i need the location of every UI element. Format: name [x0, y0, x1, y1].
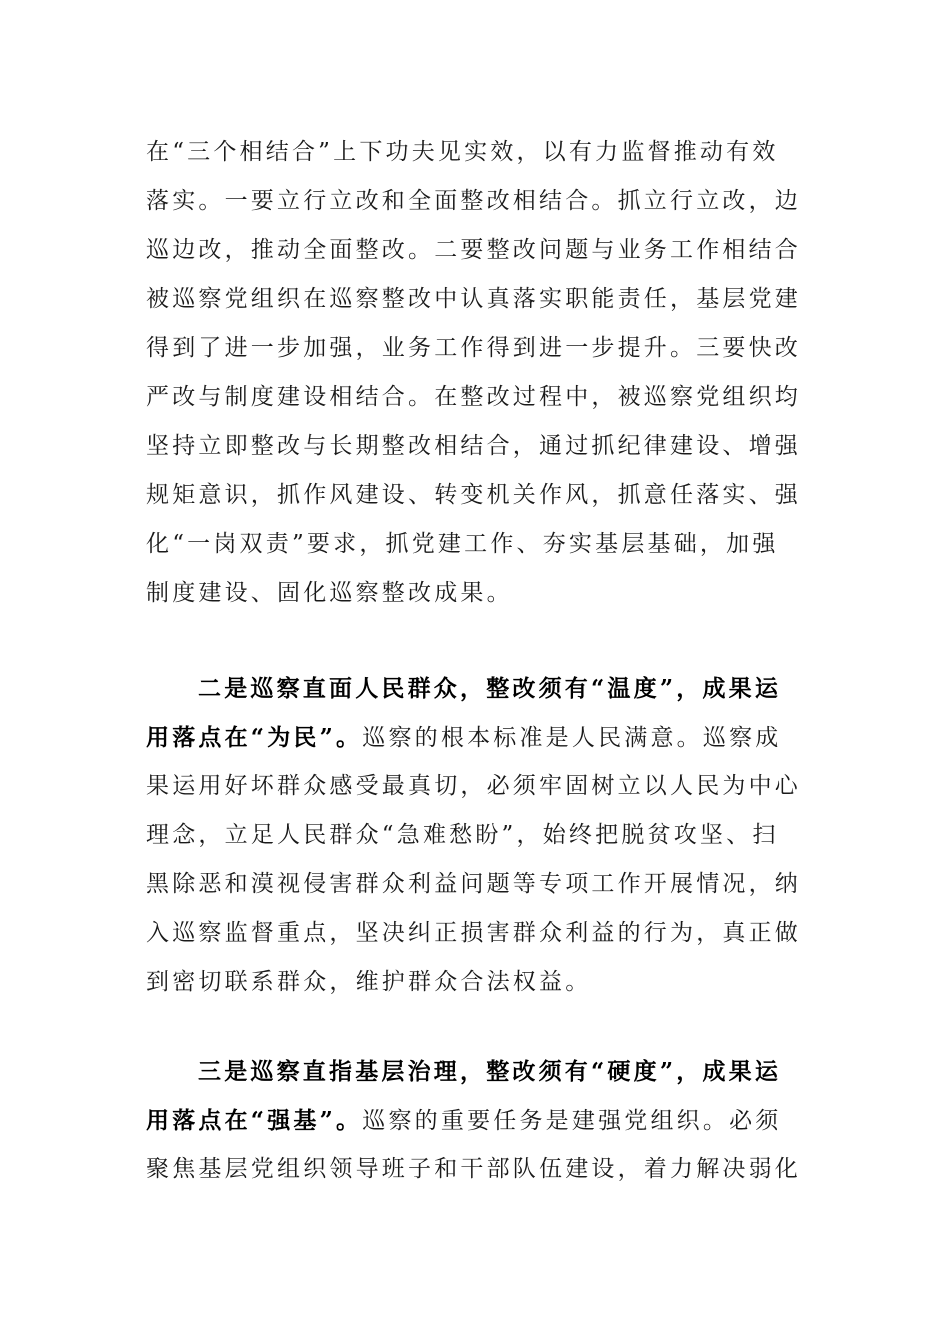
paragraph-grassroots-hardness — [146, 1047, 806, 1194]
paragraph-line: 在“三个相结合”上下功夫见实效，以有力监督推动有效 — [146, 139, 779, 165]
paragraph-line: 入巡察监督重点，坚决纠正损害群众利益的行为，真正做 — [146, 920, 801, 946]
paragraph-line: 规矩意识，抓作风建设、转变机关作风，抓意任落实、强 — [146, 482, 801, 508]
paragraph-line-rest: 巡察的重要任务是建强党组织。必须 — [362, 1108, 782, 1134]
paragraph-line: 理念，立足人民群众“急难愁盼”，始终把脱贫攻坚、扫 — [146, 822, 779, 848]
section-heading-continuation: 用落点在“为民”。 — [146, 724, 363, 751]
paragraph-line: 到密切联系群众，维护群众合法权益。 — [146, 969, 592, 995]
paragraph-line — [146, 1096, 806, 1145]
paragraph-line: 落实。一要立行立改和全面整改相结合。抓立行立改，边 — [146, 188, 801, 214]
section-heading-continuation: 用落点在“强基”。 — [146, 1107, 363, 1134]
section-heading: 三是巡察直指基层治理，整改须有“硬度”，成果运 — [198, 1058, 782, 1085]
paragraph-people-warmth — [146, 664, 806, 1007]
paragraph-line: 化“一岗双责”要求，抓党建工作、夯实基层基础，加强 — [146, 531, 779, 557]
paragraph-line: 得到了进一步加强，业务工作得到进一步提升。三要快改 — [146, 335, 801, 361]
paragraph-line: 聚焦基层党组织领导班子和干部队伍建设，着力解决弱化 — [146, 1156, 801, 1182]
paragraph-line: 果运用好坏群众感受最真切，必须牢固树立以人民为中心 — [146, 773, 801, 799]
paragraph-line: 严改与制度建设相结合。在整改过程中，被巡察党组织均 — [146, 384, 801, 410]
paragraph-line-rest: 巡察的根本标准是人民满意。巡察成 — [362, 725, 782, 751]
paragraph-line: 坚持立即整改与长期整改相结合，通过抓纪律建设、增强 — [146, 433, 801, 459]
section-heading: 二是巡察直面人民群众，整改须有“温度”，成果运 — [198, 675, 782, 702]
paragraph-line: 巡边改，推动全面整改。二要整改问题与业务工作相结合 — [146, 237, 801, 263]
paragraph-line: 被巡察党组织在巡察整改中认真落实职能责任，基层党建 — [146, 286, 801, 312]
paragraph-line: 黑除恶和漠视侵害群众利益问题等专项工作开展情况，纳 — [146, 871, 801, 897]
paragraph-line: 制度建设、固化巡察整改成果。 — [146, 580, 513, 606]
paragraph-line — [146, 713, 806, 762]
paragraph-three-combinations — [146, 128, 806, 618]
